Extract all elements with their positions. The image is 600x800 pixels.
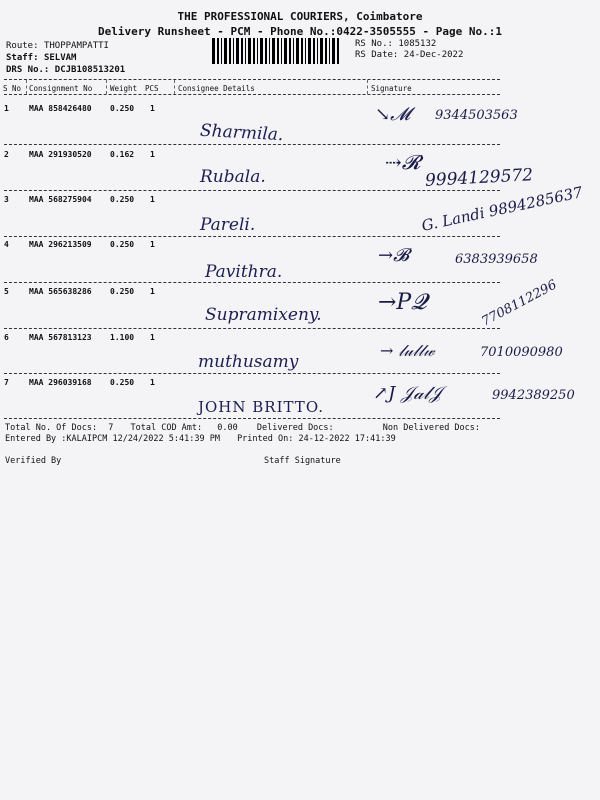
rs-no-value: 1085132 bbox=[398, 39, 437, 49]
barcode-bar bbox=[229, 38, 231, 64]
barcode-bar bbox=[224, 38, 227, 64]
company-title: THE PROFESSIONAL COURIERS, Coimbatore bbox=[177, 10, 423, 23]
row-weight: 0.250 bbox=[110, 104, 135, 113]
staff-value: SELVAM bbox=[43, 53, 77, 63]
row-sno: 3 bbox=[4, 195, 9, 204]
verified-by: Verified By bbox=[5, 456, 62, 466]
printed-on: Printed On: 24-12-2022 17:41:39 bbox=[237, 434, 396, 444]
col-pcs: PCS bbox=[145, 84, 159, 93]
drs-label: DRS No.: bbox=[6, 65, 50, 75]
row-consignment: MAA 858426480 bbox=[29, 104, 92, 113]
consignee-handwriting: Supramixeny. bbox=[205, 305, 322, 325]
rs-no-label: RS No.: bbox=[355, 39, 393, 49]
col-divider bbox=[174, 80, 175, 94]
row-weight: 0.250 bbox=[110, 287, 135, 296]
row-rule bbox=[4, 282, 500, 283]
col-weight: Weight bbox=[110, 84, 138, 93]
barcode-bar bbox=[320, 38, 323, 64]
delivered-label: Delivered Docs: bbox=[256, 423, 334, 433]
drs-line bbox=[6, 65, 125, 75]
col-divider bbox=[106, 80, 107, 94]
barcode-bar bbox=[317, 38, 318, 64]
barcode-bar bbox=[281, 38, 282, 64]
entered-by-line bbox=[5, 434, 396, 444]
barcode-bar bbox=[217, 38, 219, 64]
barcode-bar bbox=[241, 38, 243, 64]
row-pcs: 1 bbox=[150, 104, 155, 113]
col-consignment: Consignment No bbox=[29, 84, 93, 93]
route-label: Route: bbox=[6, 41, 39, 51]
row-consignment: MAA 296213509 bbox=[29, 240, 92, 249]
table-top-rule bbox=[4, 79, 500, 80]
barcode-bar bbox=[260, 38, 263, 64]
row-pcs: 1 bbox=[150, 195, 155, 204]
row-weight: 0.162 bbox=[110, 150, 135, 159]
signature-phone: 9344503563 bbox=[435, 108, 518, 123]
signature-scribble: →P𝓠 bbox=[378, 290, 428, 315]
signature-scribble: ↗J 𝒥𝒶𝓁𝒥 bbox=[373, 383, 442, 404]
row-consignment: MAA 568275904 bbox=[29, 195, 92, 204]
row-rule bbox=[4, 373, 500, 374]
row-consignment: MAA 296039168 bbox=[29, 378, 92, 387]
entered-by: Entered By :KALAIPCM 12/24/2022 5:41:39 PM bbox=[5, 434, 220, 444]
staff-signature: Staff Signature bbox=[264, 456, 341, 466]
barcode-bar bbox=[305, 38, 306, 64]
barcode-bar bbox=[301, 38, 303, 64]
consignee-handwriting: Pavithra. bbox=[205, 262, 283, 282]
rs-date-value: 24-Dec-2022 bbox=[403, 50, 464, 60]
rs-no-line bbox=[355, 39, 436, 49]
row-pcs: 1 bbox=[150, 150, 155, 159]
barcode-bar bbox=[329, 38, 330, 64]
barcode-bar bbox=[221, 38, 222, 64]
barcode-bar bbox=[293, 38, 294, 64]
barcode bbox=[212, 38, 342, 64]
row-consignment: MAA 565638286 bbox=[29, 287, 92, 296]
barcode-bar bbox=[289, 38, 291, 64]
barcode-bar bbox=[325, 38, 327, 64]
barcode-bar bbox=[296, 38, 299, 64]
row-pcs: 1 bbox=[150, 378, 155, 387]
consignee-handwriting: muthusamy bbox=[198, 352, 299, 372]
total-docs-value: 7 bbox=[108, 423, 114, 433]
barcode-bar bbox=[265, 38, 267, 64]
cod-label: Total COD Amt: bbox=[130, 423, 203, 433]
totals-line bbox=[5, 423, 480, 433]
route-line bbox=[6, 41, 109, 51]
row-rule bbox=[4, 236, 500, 237]
consignee-handwriting: Pareli. bbox=[200, 215, 256, 235]
rs-date-label: RS Date: bbox=[355, 50, 399, 60]
barcode-bar bbox=[257, 38, 258, 64]
row-sno: 6 bbox=[4, 333, 9, 342]
staff-line bbox=[6, 53, 76, 63]
row-sno: 1 bbox=[4, 104, 9, 113]
row-rule bbox=[4, 328, 500, 329]
barcode-bar bbox=[332, 38, 335, 64]
barcode-bar bbox=[337, 38, 339, 64]
row-pcs: 1 bbox=[150, 287, 155, 296]
row-sno: 2 bbox=[4, 150, 9, 159]
barcode-bar bbox=[308, 38, 311, 64]
barcode-bar bbox=[277, 38, 279, 64]
row-weight: 1.100 bbox=[110, 333, 135, 342]
row-pcs: 1 bbox=[150, 333, 155, 342]
consignee-handwriting: Sharmila. bbox=[199, 120, 284, 146]
signature-phone: 9942389250 bbox=[492, 388, 575, 403]
row-sno: 7 bbox=[4, 378, 9, 387]
barcode-bar bbox=[284, 38, 287, 64]
row-weight: 0.250 bbox=[110, 195, 135, 204]
runsheet-title: Delivery Runsheet - PCM - Phone No.:0422-3505555 - Page No.:1 bbox=[98, 25, 502, 38]
col-divider bbox=[26, 80, 27, 94]
barcode-bar bbox=[253, 38, 255, 64]
consignee-handwriting: Rubala. bbox=[200, 167, 266, 187]
non-delivered-label: Non Delivered Docs: bbox=[382, 423, 481, 433]
col-sno: S No bbox=[3, 84, 22, 93]
signature-scribble: ↘𝓜 bbox=[375, 104, 411, 125]
row-consignment: MAA 291930520 bbox=[29, 150, 92, 159]
row-weight: 0.250 bbox=[110, 240, 135, 249]
signature-phone: 6383939658 bbox=[455, 252, 538, 267]
signature-scribble: →𝓑 bbox=[378, 245, 409, 266]
consignee-handwriting: JOHN BRITTO. bbox=[198, 398, 325, 416]
row-sno: 4 bbox=[4, 240, 9, 249]
barcode-bar bbox=[245, 38, 246, 64]
total-docs-label: Total No. Of Docs: bbox=[5, 423, 98, 433]
signature-scribble: ⇢𝓡 bbox=[385, 150, 421, 174]
rs-date-line bbox=[355, 50, 463, 60]
col-consignee: Consignee Details bbox=[178, 84, 255, 93]
barcode-bar bbox=[313, 38, 315, 64]
barcode-bar bbox=[269, 38, 270, 64]
barcode-bar bbox=[248, 38, 251, 64]
signature-phone: 7708112296 bbox=[479, 277, 560, 330]
col-divider bbox=[367, 80, 368, 94]
row-consignment: MAA 567813123 bbox=[29, 333, 92, 342]
barcode-bar bbox=[212, 38, 215, 64]
row-sno: 5 bbox=[4, 287, 9, 296]
signature-scribble: → 𝓁𝓊𝓁𝓁𝓌 bbox=[380, 341, 435, 360]
row-weight: 0.250 bbox=[110, 378, 135, 387]
table-bottom-rule bbox=[4, 418, 500, 419]
header-rule bbox=[4, 94, 500, 95]
row-rule bbox=[4, 144, 500, 145]
barcode-bar bbox=[272, 38, 275, 64]
route-value: THOPPAMPATTI bbox=[43, 41, 109, 51]
signature-phone: G. Landi 9894285637 bbox=[419, 183, 585, 235]
signature-phone: 9994129572 bbox=[424, 165, 534, 191]
barcode-bar bbox=[233, 38, 234, 64]
signature-phone: 7010090980 bbox=[480, 345, 563, 360]
row-pcs: 1 bbox=[150, 240, 155, 249]
cod-value: 0.00 bbox=[217, 423, 238, 433]
staff-label: Staff: bbox=[6, 53, 39, 63]
col-signature: Signature bbox=[371, 84, 412, 93]
drs-value: DCJB108513201 bbox=[54, 65, 126, 75]
row-rule bbox=[4, 190, 500, 191]
barcode-bar bbox=[236, 38, 239, 64]
